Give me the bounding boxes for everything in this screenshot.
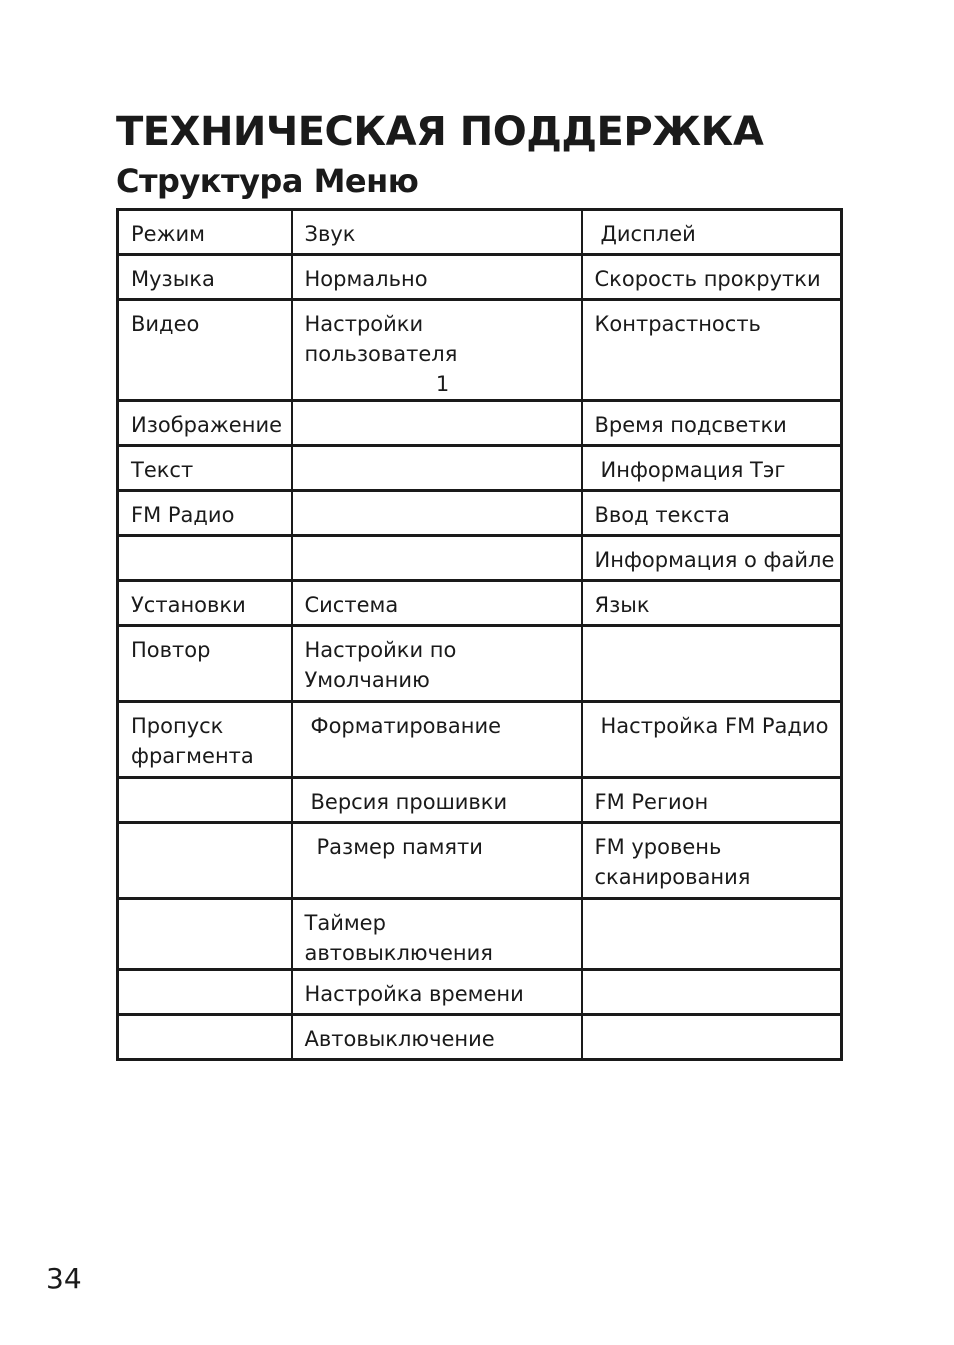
table-cell — [292, 401, 582, 446]
table-cell: Размер памяти — [292, 823, 582, 899]
table-row — [118, 581, 842, 626]
table-row — [118, 778, 842, 823]
table-cell — [292, 536, 582, 581]
table-cell — [118, 823, 292, 899]
table-row — [118, 255, 842, 300]
table-row — [118, 1015, 842, 1060]
table-cell — [118, 536, 292, 581]
table-cell: Таймер автовыключения — [292, 899, 582, 970]
table-cell: Установки — [118, 581, 292, 626]
table-row — [118, 702, 842, 778]
table-header-row — [118, 210, 842, 255]
table-cell — [582, 970, 842, 1015]
table-row — [118, 401, 842, 446]
table-cell — [118, 899, 292, 970]
table-cell-line: Настройки пользователя — [304, 312, 458, 366]
table-header-cell: Дисплей — [582, 210, 842, 255]
table-cell: Текст — [118, 446, 292, 491]
table-cell — [582, 899, 842, 970]
table-cell: FM Радио — [118, 491, 292, 536]
table-cell: Настройка времени — [292, 970, 582, 1015]
table-row — [118, 899, 842, 970]
table-cell — [582, 626, 842, 702]
table-cell: Версия прошивки — [292, 778, 582, 823]
table-cell — [118, 778, 292, 823]
table-row — [118, 536, 842, 581]
table-cell: Настройки по Умолчанию — [292, 626, 582, 702]
table-header-cell: Режим — [118, 210, 292, 255]
table-header-cell: Звук — [292, 210, 582, 255]
page-title: ТЕХНИЧЕСКАЯ ПОДДЕРЖКА — [116, 109, 764, 155]
table-cell: Видео — [118, 300, 292, 401]
table-cell — [292, 300, 582, 401]
table-cell: Информация Тэг — [582, 446, 842, 491]
table-cell: Нормально — [292, 255, 582, 300]
table-cell: Повтор — [118, 626, 292, 702]
table-cell: FM Регион — [582, 778, 842, 823]
page-number: 34 — [46, 1262, 82, 1295]
table-row — [118, 491, 842, 536]
table-row — [118, 626, 842, 702]
table-cell: Настройка FM Радио — [582, 702, 842, 778]
menu-structure-table — [116, 208, 843, 1061]
page-subtitle: Структура Меню — [116, 162, 419, 200]
table-cell: FM уровень сканирования — [582, 823, 842, 899]
table-cell: Автовыключение — [292, 1015, 582, 1060]
table-cell: Музыка — [118, 255, 292, 300]
table-cell: Контрастность — [582, 300, 842, 401]
table-cell — [118, 970, 292, 1015]
table-cell: Информация о файле — [582, 536, 842, 581]
table-cell: Время подсветки — [582, 401, 842, 446]
table-cell: Система — [292, 581, 582, 626]
table-cell — [292, 491, 582, 536]
table-cell: Пропуск фрагмента — [118, 702, 292, 778]
table-cell: Форматирование — [292, 702, 582, 778]
table-cell — [582, 1015, 842, 1060]
table-cell — [292, 446, 582, 491]
table-cell — [118, 1015, 292, 1060]
table-row — [118, 970, 842, 1015]
table-row — [118, 446, 842, 491]
table-cell: Скорость прокрутки — [582, 255, 842, 300]
table-cell: Ввод текста — [582, 491, 842, 536]
table-cell: Изображение — [118, 401, 292, 446]
table-row — [118, 300, 842, 401]
table-cell-line: 1 — [435, 372, 450, 396]
table-cell: Язык — [582, 581, 842, 626]
table-row — [118, 823, 842, 899]
